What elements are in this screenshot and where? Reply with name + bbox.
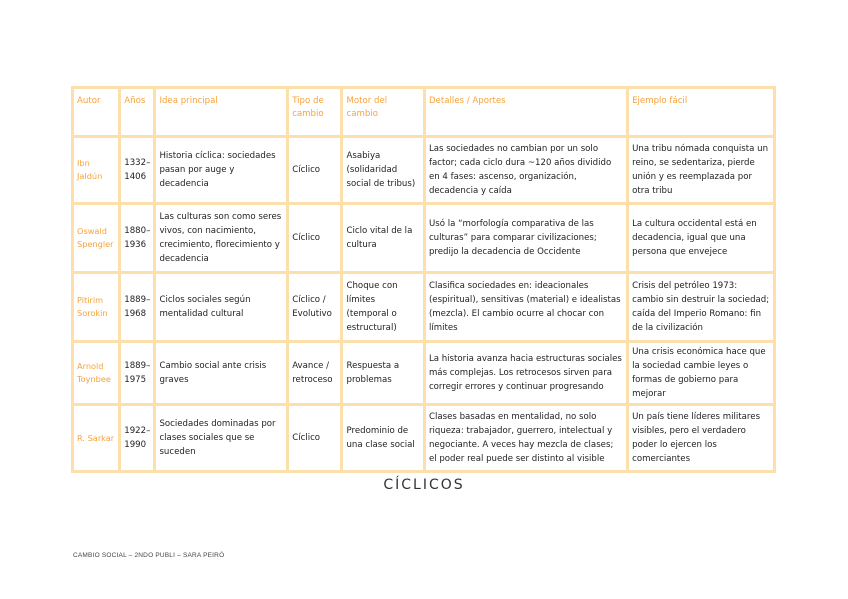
main-idea-cell: Ciclos sociales según mentalidad cultural xyxy=(156,274,286,340)
change-driver-cell: Choque con límites (temporal o estructural) xyxy=(343,274,422,340)
change-type-cell: Cíclico xyxy=(289,138,340,202)
change-type-cell: Avance / retroceso xyxy=(289,343,340,403)
change-type-cell: Cíclico xyxy=(289,205,340,271)
table-row xyxy=(74,205,773,271)
author-cell: Pitirim Sorokin xyxy=(74,274,118,340)
header-cell-author: Autor xyxy=(74,89,118,135)
author-cell: R. Sarkar xyxy=(74,406,118,470)
details-cell: La historia avanza hacia estructuras sociales más complejas. Los retrocesos sirven para corregir errores y continuar progresando xyxy=(426,343,626,403)
table-row xyxy=(74,343,773,403)
change-driver-cell: Ciclo vital de la cultura xyxy=(343,205,422,271)
table-header-row xyxy=(74,89,773,135)
example-cell: Un país tiene líderes militares visibles, pero el verdadero poder lo ejercen los comerciantes xyxy=(629,406,773,470)
change-type-cell: Cíclico xyxy=(289,406,340,470)
years-cell: 1889–1975 xyxy=(121,343,153,403)
details-cell: Usó la “morfología comparativa de las culturas” para comparar civilizaciones; predijo la decadencia de Occidente xyxy=(426,205,626,271)
author-cell: Ibn Jaldún xyxy=(74,138,118,202)
page-footer: CAMBIO SOCIAL – 2NDO PUBLI – SARA PEIRÓ xyxy=(73,552,225,559)
header-cell-change-type: Tipo de cambio xyxy=(289,89,340,135)
authors-table xyxy=(71,86,776,473)
details-cell: Clasifica sociedades en: ideacionales (espiritual), sensitivas (material) e idealistas (mezcla). El cambio ocurre al chocar con límites xyxy=(426,274,626,340)
main-idea-cell: Sociedades dominadas por clases sociales que se suceden xyxy=(156,406,286,470)
main-idea-cell: Historia cíclica: sociedades pasan por auge y decadencia xyxy=(156,138,286,202)
example-cell: Una crisis económica hace que la sociedad cambie leyes o formas de gobierno para mejorar xyxy=(629,343,773,403)
table-row xyxy=(74,138,773,202)
header-cell-change-driver: Motor del cambio xyxy=(343,89,422,135)
author-cell: Arnold Toynbee xyxy=(74,343,118,403)
header-cell-main-idea: Idea principal xyxy=(156,89,286,135)
years-cell: 1880–1936 xyxy=(121,205,153,271)
change-driver-cell: Respuesta a problemas xyxy=(343,343,422,403)
change-driver-cell: Asabiya (solidaridad social de tribus) xyxy=(343,138,422,202)
example-cell: La cultura occidental está en decadencia, igual que una persona que envejece xyxy=(629,205,773,271)
years-cell: 1332–1406 xyxy=(121,138,153,202)
change-type-cell: Cíclico / Evolutivo xyxy=(289,274,340,340)
header-cell-example: Ejemplo fácil xyxy=(629,89,773,135)
table-row xyxy=(74,406,773,470)
header-cell-years: Años xyxy=(121,89,153,135)
example-cell: Crisis del petróleo 1973: cambio sin destruir la sociedad; caída del Imperio Romano: fin de la civilización xyxy=(629,274,773,340)
years-cell: 1889–1968 xyxy=(121,274,153,340)
header-cell-details: Detalles / Aportes xyxy=(426,89,626,135)
main-idea-cell: Cambio social ante crisis graves xyxy=(156,343,286,403)
page-title: CÍCLICOS xyxy=(383,477,465,493)
details-cell: Las sociedades no cambian por un solo factor; cada ciclo dura ~120 años dividido en 4 fases: ascenso, organización, decadencia y caída xyxy=(426,138,626,202)
change-driver-cell: Predominio de una clase social xyxy=(343,406,422,470)
years-cell: 1922–1990 xyxy=(121,406,153,470)
table-row xyxy=(74,274,773,340)
details-cell: Clases basadas en mentalidad, no solo riqueza: trabajador, guerrero, intelectual y negociante. A veces hay mezcla de clases; el poder real puede ser distinto al visible xyxy=(426,406,626,470)
main-idea-cell: Las culturas son como seres vivos, con nacimiento, crecimiento, florecimiento y decadencia xyxy=(156,205,286,271)
author-cell: Oswald Spengler xyxy=(74,205,118,271)
example-cell: Una tribu nómada conquista un reino, se sedentariza, pierde unión y es reemplazada por otra tribu xyxy=(629,138,773,202)
